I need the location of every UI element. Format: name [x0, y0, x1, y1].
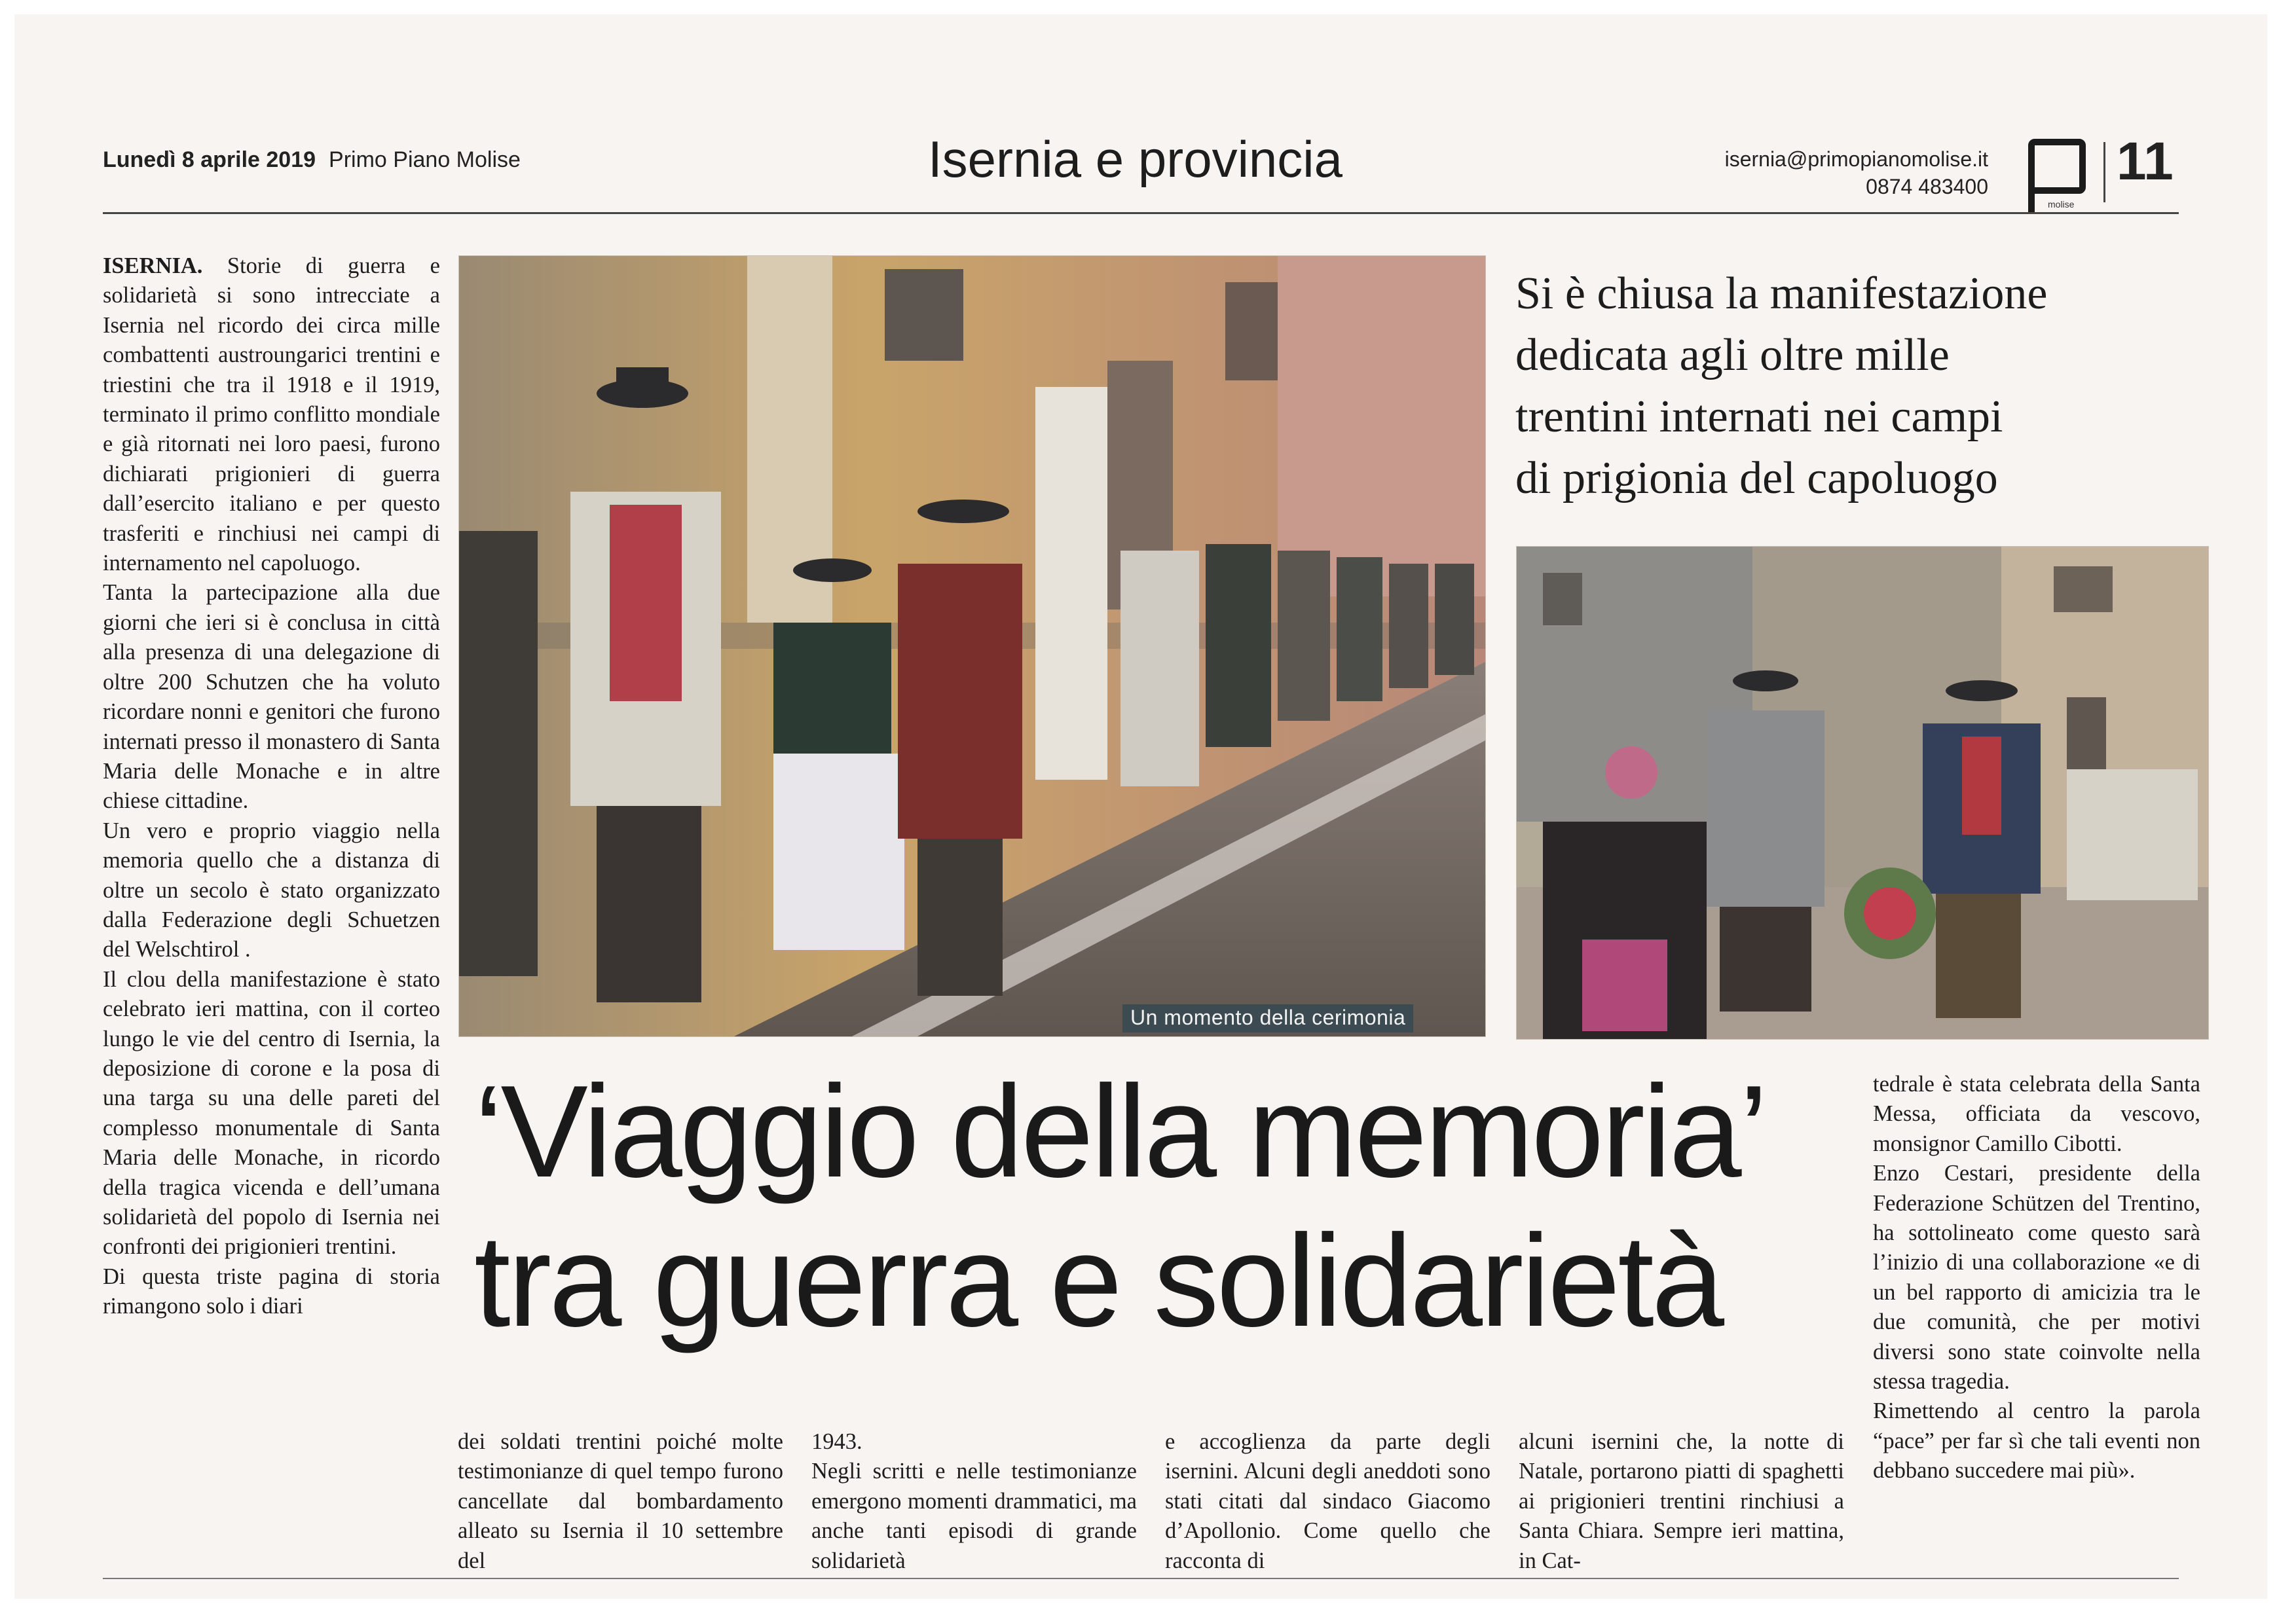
paragraph: Un vero e proprio viaggio nella memoria quello che a distanza di oltre un secolo è stato organizzato dalla Federazione degli Schuetzen del Welschtirol .	[103, 818, 440, 962]
paragraph: tedrale è stata celebrata della Santa Messa, officiata da vescovo, monsignor Camillo Cibotti.	[1873, 1072, 2200, 1156]
paragraph: Enzo Cestari, presidente della Federazione Schützen del Trentino, ha sottolineato come questo sarà l’inizio di una collaborazione «e di un bel rapporto di amicizia tra le due comunità, che per motivi diversi sono state coinvolte nella stessa tragedia.	[1873, 1161, 2200, 1395]
subtitle-line: Si è chiusa la manifestazione	[1515, 268, 2048, 319]
article-column-3	[811, 1427, 1137, 1576]
article-subtitle	[1515, 263, 2210, 509]
primo-piano-logo-icon	[2028, 139, 2091, 212]
article-column-4	[1165, 1427, 1491, 1576]
article-column-2	[458, 1427, 783, 1576]
newspaper-page	[14, 14, 2267, 1599]
paragraph: Rimettendo al centro la parola “pace” per far sì che tali eventi non debbano succedere mai più».	[1873, 1398, 2200, 1484]
paragraph: 1943.	[811, 1429, 862, 1454]
subtitle-line: di prigionia del capoluogo	[1515, 453, 1998, 503]
paragraph: e accoglienza da parte degli isernini. Alcuni degli aneddoti sono stati citati dal sindaco Giacomo d’Apollonio. Come quello che racconta di	[1165, 1429, 1491, 1573]
paragraph: ISERNIA. Storie di guerra e solidarietà si sono intrecciate a Isernia nel ricordo dei circa mille combattenti austroungarici trentini e triestini che tra il 1918 e il 1919, terminato il primo conflitto mondiale e già ritornati nei loro paesi, furono dichiarati prigionieri di guerra dall’esercito italiano e per questo trasferiti e rinchiusi nei campi di internamento nel capoluogo.	[103, 253, 440, 576]
contact-phone: 0874 483400	[1866, 175, 1988, 198]
wreath-photo	[1516, 546, 2209, 1040]
article-column-5	[1519, 1427, 1844, 1576]
page-number-divider	[2103, 142, 2105, 202]
contact-email: isernia@primopianomolise.it	[1724, 147, 1988, 171]
ceremony-photo	[458, 255, 1486, 1037]
paragraph: dei soldati trentini poiché molte testimonianze di quel tempo furono cancellate dal bombardamento alleato su Isernia il 10 settembre del	[458, 1429, 783, 1573]
paragraph: Di questa triste pagina di storia rimangono solo i diari	[103, 1264, 440, 1319]
subtitle-line: trentini internati nei campi	[1515, 392, 2003, 442]
logo-word: molise	[2048, 199, 2075, 210]
section-title: Isernia e provincia	[928, 130, 1342, 188]
header-rule	[103, 212, 2179, 214]
paragraph: Negli scritti e nelle testimonianze emergono momenti drammatici, ma anche tanti episodi di grande solidarietà	[811, 1459, 1137, 1573]
headline-line-2: tra guerra e solidarietà	[474, 1208, 1722, 1354]
issue-date: Lunedì 8 aprile 2019	[103, 147, 316, 172]
headline-line-1: ‘Viaggio della memoria’	[474, 1059, 1766, 1205]
article-column-1	[103, 251, 440, 1322]
publication-name: Primo Piano Molise	[329, 147, 521, 172]
subtitle-line: dedicata agli oltre mille	[1515, 330, 1950, 380]
wreath-photo-image	[1517, 547, 2208, 1039]
footer-rule	[103, 1578, 2179, 1579]
dateline: ISERNIA.	[103, 253, 203, 278]
paragraph: Tanta la partecipazione alla due giorni che ieri si è conclusa in città alla presenza di una delegazione di oltre 200 Schutzen che ha voluto ricordare nonni e genitori che furono internati presso il monastero di Santa Maria delle Monache e in altre chiese cittadine.	[103, 580, 440, 814]
contact-block	[1725, 145, 1988, 200]
article-column-6	[1873, 1070, 2200, 1486]
photo-caption: Un momento della cerimonia	[1122, 1004, 1413, 1032]
ceremony-photo-image	[459, 256, 1485, 1036]
paragraph: alcuni isernini che, la notte di Natale, portarono piatti di spaghetti ai prigionieri trentini rinchiusi a Santa Chiara. Sempre ieri mattina, in Cat-	[1519, 1429, 1844, 1573]
page-number: 11	[2117, 132, 2174, 191]
issue-date-line	[103, 147, 521, 173]
paragraph: Il clou della manifestazione è stato celebrato ieri mattina, con il corteo lungo le vie del centro di Isernia, la deposizione di corone e la posa di una targa su una delle pareti del complesso monumentale di Santa Maria delle Monache, in ricordo della tragica vicenda e dell’umana solidarietà del popolo di Isernia nei confronti dei prigionieri trentini.	[103, 966, 440, 1260]
